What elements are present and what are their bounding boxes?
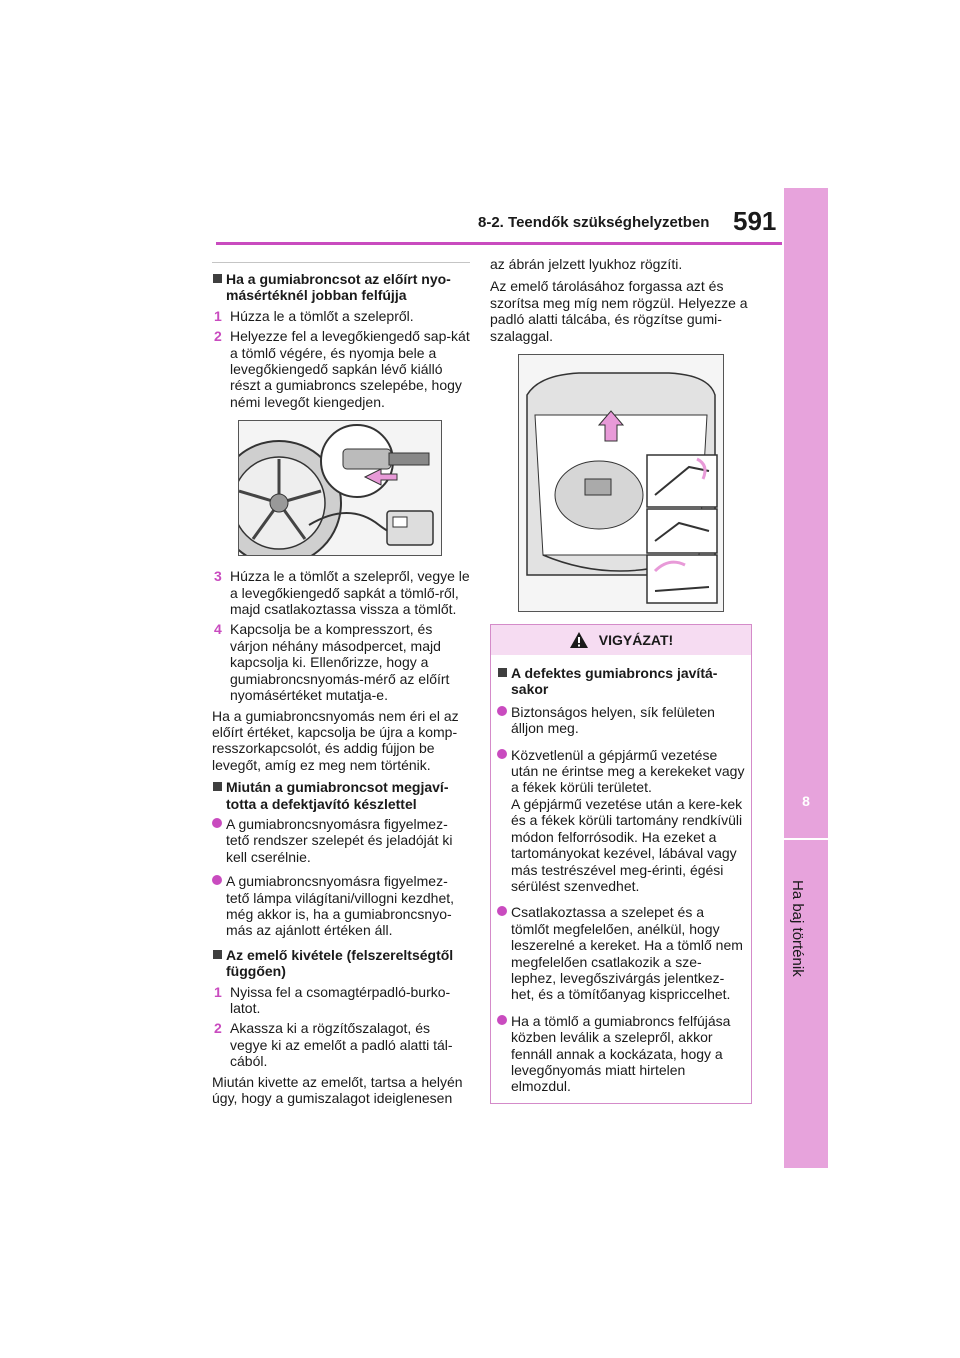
step-item bbox=[212, 308, 470, 324]
bullet-dot-icon bbox=[212, 818, 222, 828]
left-column bbox=[212, 262, 470, 1112]
warning-bullet-text: Csatlakoztassa a szelepet és a tömlőt megfelelően, anélkül, hogy leszerelné a kereket. Ha a tömlő nem megfelelően csatlakozik a sze-lephez, levegőszivárgás jelentkez-het, és a tömítőanyag kispriccelhet. bbox=[511, 904, 743, 1003]
bullet-dot-icon bbox=[497, 749, 507, 759]
warning-bullet-item bbox=[497, 747, 745, 895]
step-item bbox=[212, 568, 470, 617]
right-column bbox=[490, 256, 752, 1104]
step-text: Kapcsolja be a kompresszort, és várjon néhány másodpercet, majd kapcsolja ki. Ellenőrizze, hogy a gumiabroncsnyomás-mérő az előírt nyomásértéket mutatja-e. bbox=[230, 621, 450, 704]
step-number: 1 bbox=[214, 983, 222, 1000]
paragraph: Ha a gumiabroncsnyomás nem éri el az előírt értéket, kapcsolja be újra a komp-resszorkapcsolót, és addig fújjon be levegőt, amíg ez meg nem történik. bbox=[212, 707, 459, 773]
step-number: 1 bbox=[214, 307, 222, 324]
warning-header bbox=[491, 625, 751, 655]
step-text: Húzza le a tömlőt a szelepről. bbox=[230, 307, 414, 324]
bullet-dot-icon bbox=[497, 706, 507, 716]
page-number: 591 bbox=[733, 206, 777, 236]
bullet-item bbox=[212, 873, 470, 939]
warning-box bbox=[490, 624, 752, 1104]
chapter-title: Ha baj történik bbox=[789, 880, 806, 977]
step-number: 4 bbox=[214, 621, 222, 638]
warning-bullet-text: Közvetlenül a gépjármű vezetése után ne érintse meg a kerekeket vagy a fékek körüli területet. A gépjármű vezetése után a kere-kek és a fékek körüli tartomány rendkívüli módon felforrósodik. Ha ezeket a tartományokat kezével, lábával vagy más testrészével meg-érinti, égési sérülést szenvedhet. bbox=[511, 746, 745, 894]
chapter-number: 8 bbox=[802, 793, 810, 809]
warning-bullet-item bbox=[497, 1013, 745, 1095]
figure-valve-deflate bbox=[238, 420, 442, 556]
heading-after-repair: Miután a gumiabroncsot megjaví-totta a defektjavító készlettel bbox=[212, 779, 470, 812]
bullet-dot-icon bbox=[212, 875, 222, 885]
warning-bullet-text: Ha a tömlő a gumiabroncs felfújása közben leválik a szelepről, akkor fennáll annak a kockázata, hogy a levegőnyomás miatt hirtelen elmozdul. bbox=[511, 1012, 731, 1095]
paragraph: Az emelő tárolásához forgassa azt és szorítsa meg míg nem rögzül. Helyezze a padló alatti tálcába, és rögzítse gumi-szalaggal. bbox=[490, 278, 748, 344]
figure-trunk-jack bbox=[518, 354, 724, 612]
step-item bbox=[212, 984, 470, 1017]
step-number: 3 bbox=[214, 568, 222, 585]
chapter-tab bbox=[784, 188, 828, 1168]
bullet-dot-icon bbox=[497, 906, 507, 916]
heading-overinflated: Ha a gumiabroncsot az előírt nyo-másértéknél jobban felfújja bbox=[212, 271, 470, 304]
step-number: 2 bbox=[214, 328, 222, 345]
bullet-text: A gumiabroncsnyomásra figyelmez-tető rendszer szelepét és jeladóját ki kell cserélnie. bbox=[226, 815, 453, 865]
warning-bullet-text: Biztonságos helyen, sík felületen álljon meg. bbox=[511, 703, 715, 737]
step-text: Akassza ki a rögzítőszalagot, és vegye ki az emelőt a padló alatti tál-cából. bbox=[230, 1020, 453, 1070]
chapter-tab-divider bbox=[784, 838, 828, 840]
warning-body bbox=[491, 655, 751, 1103]
heading-jack-removal: Az emelő kivétele (felszereltségtől függően) bbox=[212, 947, 470, 980]
warning-title: VIGYÁZAT! bbox=[598, 631, 674, 648]
step-text: Nyissa fel a csomagtérpadló-burko-latot. bbox=[230, 983, 451, 1016]
bullet-item bbox=[212, 816, 470, 865]
step-text: Helyezze fel a levegőkiengedő sap-kát a tömlő végére, és nyomja bele a levegőkiengedő sapkán lévő kiálló részt a gumiabroncs szelepébe, hogy némi levegőt kiengedjen. bbox=[230, 328, 470, 410]
valve-deflate-illustration bbox=[239, 421, 441, 555]
paragraph: az ábrán jelzett lyukhoz rögzíti. bbox=[490, 256, 683, 272]
paragraph: Miután kivette az emelőt, tartsa a helyén úgy, hogy a gumiszalagot ideiglenesen bbox=[212, 1073, 463, 1107]
trunk-jack-illustration bbox=[519, 355, 723, 611]
bullet-dot-icon bbox=[497, 1015, 507, 1025]
warning-heading: A defektes gumiabroncs javítá-sakor bbox=[497, 665, 745, 698]
warning-bullet-item bbox=[497, 904, 745, 1002]
step-item bbox=[212, 1020, 470, 1069]
step-number: 2 bbox=[214, 1020, 222, 1037]
column-rule bbox=[212, 262, 470, 263]
step-text: Húzza le a tömlőt a szelepről, vegye le a levegőkiengedő sapkát a tömlő-ről, majd csatlakoztassa vissza a tömlőt. bbox=[230, 568, 470, 618]
warning-triangle-icon bbox=[569, 631, 589, 649]
bullet-text: A gumiabroncsnyomásra figyelmez-tető lámpa világítani/villogni kezdhet, még akkor is, ha a gumiabroncsnyo-más az ajánlott értéken áll. bbox=[226, 873, 455, 939]
warning-bullet-item bbox=[497, 704, 745, 737]
header-rule bbox=[216, 242, 782, 245]
section-title: 8-2. Teendők szükséghelyzetben bbox=[478, 214, 710, 231]
step-item bbox=[212, 621, 470, 703]
step-item bbox=[212, 328, 470, 410]
